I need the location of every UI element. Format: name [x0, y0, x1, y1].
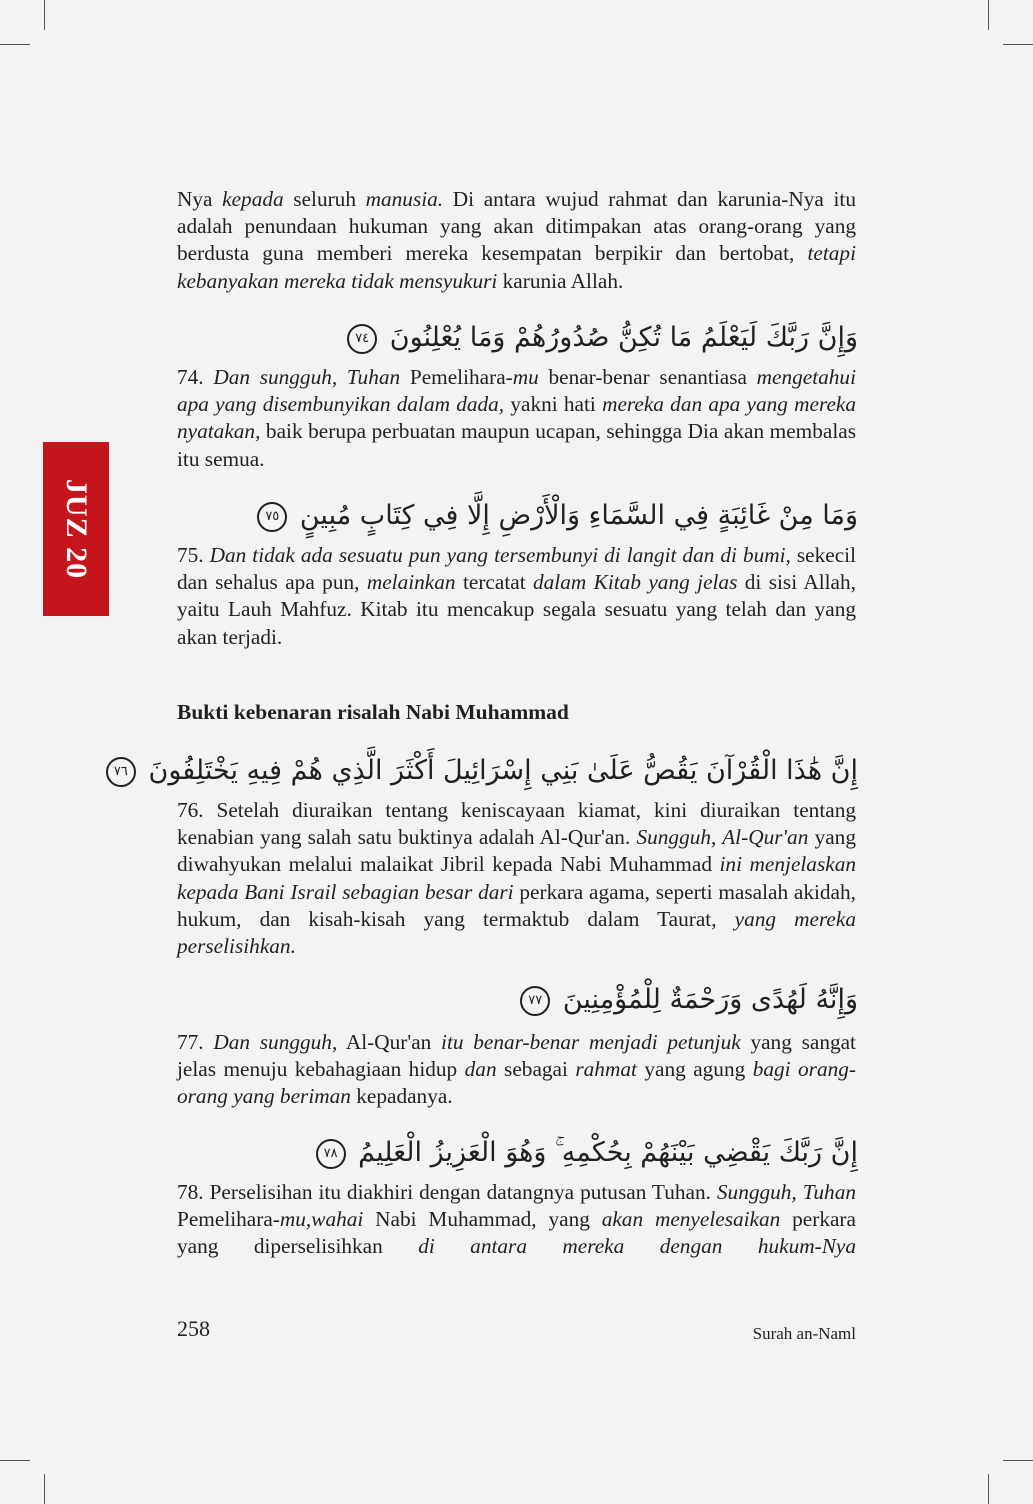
- text: Nya: [177, 187, 223, 211]
- verse-number-marker: ٧٦: [106, 757, 136, 787]
- juz-label: JUZ 20: [60, 478, 93, 580]
- verse-76: [113, 751, 858, 791]
- italic-text: Sungguh, Tuhan: [716, 1180, 856, 1204]
- crop-mark: [44, 1474, 45, 1504]
- text: 78. Perselisihan itu diakhiri dengan datangnya putusan Tuhan.: [177, 1180, 717, 1204]
- text: Pemelihara-: [177, 1207, 280, 1232]
- italic-text: tetapi kebanyakan mereka tidak mensyukuri: [177, 241, 856, 293]
- verse-text: إِنَّ هَٰذَا الْقُرْآنَ يَقُصُّ عَلَىٰ بَنِي إِسْرَائِيلَ أَكْثَرَ الَّذِي هُمْ فِيهِ يَخْتَلِفُونَ: [139, 755, 858, 786]
- verse-77: [177, 980, 858, 1020]
- text: perkara agama, seperti masalah akidah, hukum, dan kisah-kisah yang termaktub dalam Taurat,: [177, 879, 856, 931]
- verse-text: وَمَا مِنْ غَائِبَةٍ فِي السَّمَاءِ وَالْأَرْضِ إِلَّا فِي كِتَابٍ مُبِينٍ: [291, 500, 858, 531]
- verse-number-marker: ٧٥: [257, 502, 287, 532]
- text: Pemelihara-: [400, 365, 513, 389]
- paragraph-75: [177, 542, 856, 651]
- italic-text: di antara mereka dengan hukum-Nya: [418, 1234, 856, 1259]
- italic-text: ini menjelaskan kepada Bani Israil sebagian besar dari: [177, 852, 856, 904]
- section-heading: Bukti kebenaran risalah Nabi Muhammad: [177, 700, 569, 724]
- text: yang diwahyukan melalui malaikat Jibril kepada Nabi Muhammad: [177, 825, 856, 877]
- page-number: 258: [177, 1316, 210, 1341]
- paragraph-76: [177, 797, 856, 960]
- crop-mark: [1003, 44, 1033, 45]
- text: sekecil dan sehalus apa pun,: [177, 543, 856, 595]
- italic-text: mu: [512, 365, 539, 389]
- italic-text: dan: [464, 1057, 497, 1082]
- italic-text: Dan tidak ada sesuatu pun yang tersembunyi di langit dan di bumi,: [209, 543, 791, 567]
- text: Al-Qur'an: [337, 1030, 442, 1054]
- italic-text: bagi orang-orang yang beriman: [177, 1057, 856, 1109]
- text: seluruh: [283, 187, 366, 211]
- text: tercatat: [455, 570, 533, 595]
- text: kepadanya.: [350, 1084, 453, 1109]
- paragraph-74: [177, 364, 856, 473]
- italic-text: Dan sungguh,: [213, 1030, 338, 1054]
- italic-text: Sungguh, Al-Qur'an: [636, 825, 809, 850]
- juz-tab: [43, 442, 109, 616]
- verse-74: [177, 318, 858, 358]
- text: 74.: [177, 365, 214, 389]
- text: di sisi Allah, yaitu Lauh Mahfuz. Kitab itu mencakup segala sesuatu yang telah dan yang akan terjadi.: [177, 570, 856, 649]
- paragraph-intro: [177, 186, 856, 295]
- text: 75.: [177, 543, 210, 567]
- crop-mark: [44, 0, 45, 30]
- text: 76. Setelah diuraikan tentang keniscayaan kiamat, kini diuraikan tentang kenabian yang salah satu buktinya adalah Al-Qur'an.: [177, 798, 856, 850]
- paragraph-77: [177, 1029, 856, 1111]
- italic-text: mengetahui apa yang disembunyikan dalam dada,: [177, 365, 857, 417]
- italic-text: dalam Kitab yang jelas: [533, 570, 738, 595]
- text: perkara yang diperselisihkan: [177, 1207, 856, 1259]
- text: yakni hati: [504, 392, 603, 417]
- italic-text: mereka dan apa yang mereka nyatakan,: [177, 392, 856, 444]
- text: yang agung: [636, 1057, 753, 1082]
- italic-text: Dan sungguh, Tuhan: [213, 365, 401, 389]
- verse-75: [177, 496, 858, 536]
- text: yang sangat jelas menuju kebahagiaan hidup: [177, 1030, 856, 1082]
- text: benar-benar senantiasa: [538, 365, 757, 389]
- verse-text: وَإِنَّ رَبَّكَ لَيَعْلَمُ مَا تُكِنُّ صُدُورُهُمْ وَمَا يُعْلِنُونَ: [381, 322, 858, 353]
- text: baik berupa perbuatan maupun ucapan, sehingga Dia akan membalas itu semua.: [177, 419, 856, 471]
- italic-text: mu,wahai: [279, 1207, 364, 1232]
- verse-number-marker: ٧٧: [520, 986, 550, 1016]
- italic-text: akan menyelesaikan: [601, 1207, 781, 1232]
- verse-text: إِنَّ رَبَّكَ يَقْضِي بَيْنَهُمْ بِحُكْمِهِ ۚ وَهُوَ الْعَزِيزُ الْعَلِيمُ: [349, 1137, 858, 1168]
- text: 77.: [177, 1030, 214, 1054]
- italic-text: yang mereka perselisihkan.: [177, 906, 856, 959]
- text: karunia Allah.: [497, 268, 624, 293]
- text: sebagai: [496, 1057, 576, 1082]
- running-footer-surah: Surah an-Naml: [752, 1324, 856, 1343]
- italic-text: kepada: [222, 187, 284, 211]
- verse-78: [177, 1133, 858, 1173]
- crop-mark: [988, 1474, 989, 1504]
- crop-mark: [0, 44, 30, 45]
- italic-text: itu benar-benar menjadi petunjuk: [441, 1030, 741, 1054]
- text: Di antara wujud rahmat dan karunia-Nya itu adalah penundaan hukuman yang akan ditimpakan atas orang-orang yang berdusta guna memberi mereka kesempatan berpikir dan bertobat,: [177, 187, 856, 266]
- crop-mark: [988, 0, 989, 30]
- verse-number-marker: ٧٤: [347, 324, 377, 354]
- italic-text: manusia.: [365, 187, 444, 211]
- crop-mark: [1003, 1460, 1033, 1461]
- crop-mark: [0, 1460, 30, 1461]
- paragraph-78: [177, 1179, 856, 1261]
- italic-text: melainkan: [366, 570, 456, 595]
- text: Nabi Muhammad, yang: [363, 1207, 602, 1232]
- verse-text: وَإِنَّهُ لَهُدًى وَرَحْمَةٌ لِلْمُؤْمِنِينَ: [554, 984, 858, 1015]
- verse-number-marker: ٧٨: [316, 1139, 346, 1169]
- italic-text: rahmat: [575, 1057, 637, 1082]
